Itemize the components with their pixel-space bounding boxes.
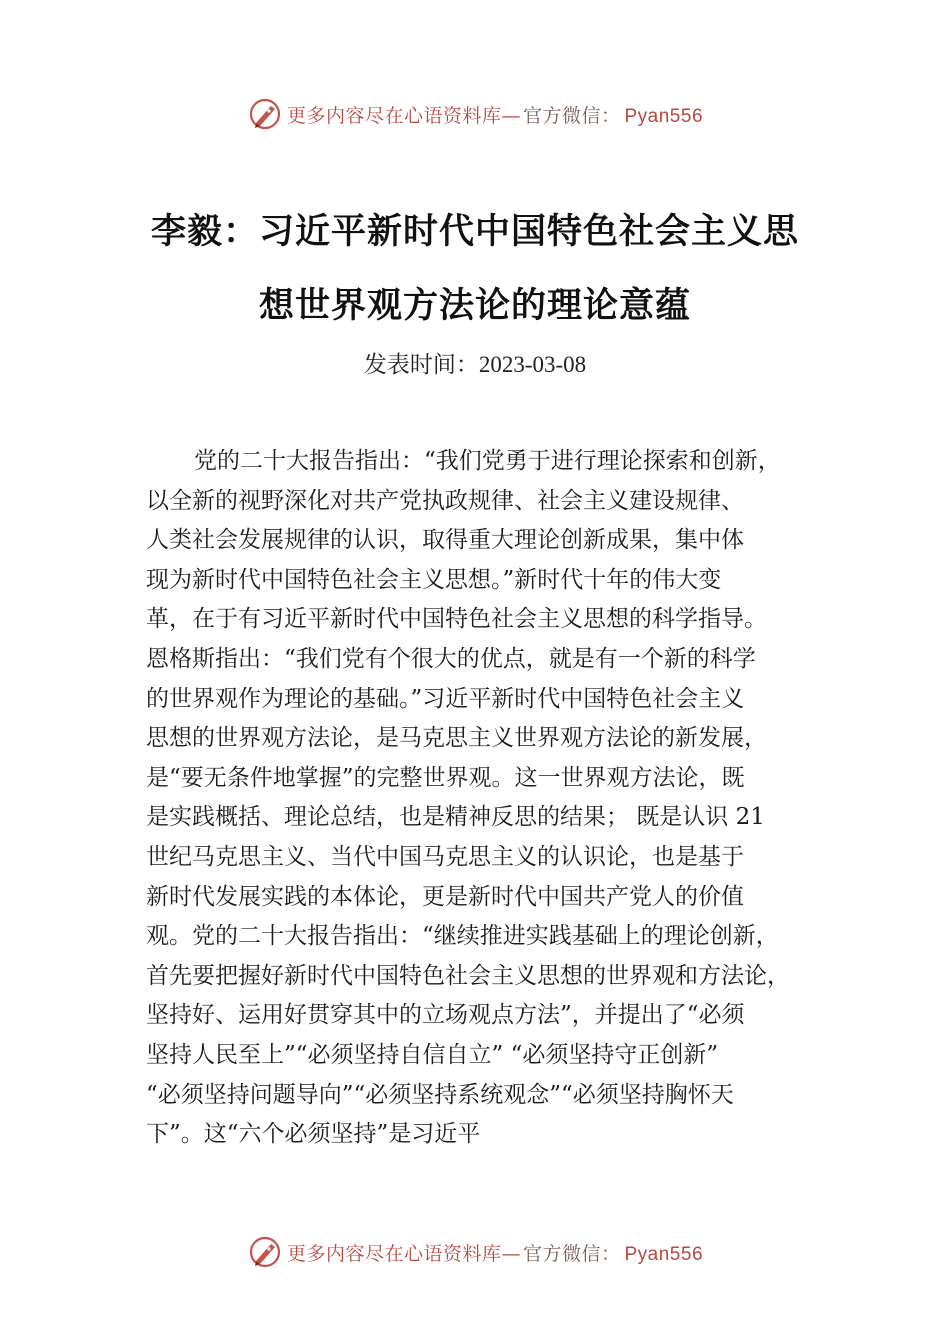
body-line: 坚持人民至上”“必须坚持自信自立” “必须坚持守正创新” <box>146 1041 719 1068</box>
publish-date-label: 发表时间： <box>363 352 479 378</box>
header-account: Pyan556 <box>624 105 704 127</box>
body-line: 人类社会发展规律的认识，取得重大理论创新成果，集中体 <box>146 527 744 554</box>
article-body <box>146 442 836 1155</box>
article-title-line-2: 想世界观方法论的理论意蕴 <box>258 286 691 326</box>
header-banner <box>0 94 950 134</box>
body-line: 是实践概括、理论总结，也是精神反思的结果； 既是认识 21 <box>146 804 765 831</box>
body-line: 下”。这“六个必须坚持”是习近平 <box>146 1121 481 1148</box>
pen-nib-logo-icon <box>247 1234 283 1270</box>
body-line: 党的二十大报告指出：“我们党勇于进行理论探索和创新， <box>194 448 781 474</box>
body-line: 坚持好、运用好贯穿其中的立场观点方法”，并提出了“必须 <box>146 1002 745 1029</box>
body-line: 世纪马克思主义、当代中国马克思主义的认识论，也是基于 <box>146 843 744 870</box>
body-line: 新时代发展实践的本体论，更是新时代中国共产党人的价值 <box>146 883 744 910</box>
body-line: “必须坚持问题导向”“必须坚持系统观念”“必须坚持胸怀天 <box>146 1081 734 1108</box>
publish-date-value: 2023-03-08 <box>478 352 587 377</box>
footer-account: Pyan556 <box>624 1243 704 1265</box>
footer-banner <box>0 1232 950 1272</box>
body-line: 恩格斯指出：“我们党有个很大的优点，就是有一个新的科学 <box>146 645 756 672</box>
footer-promo <box>287 1239 703 1266</box>
body-line: 观。党的二十大报告指出：“继续推进实践基础上的理论创新， <box>146 923 779 950</box>
body-line: 的世界观作为理论的基础。”习近平新时代中国特色社会主义 <box>146 685 745 712</box>
header-wechat-label: 官方微信： <box>522 104 621 127</box>
body-line: 是“要无条件地掌握”的完整世界观。这一世界观方法论，既 <box>146 764 745 791</box>
body-line: 以全新的视野深化对共产党执政规律、社会主义建设规律、 <box>146 487 744 514</box>
footer-wechat-label: 官方微信： <box>522 1242 621 1265</box>
article-title-line-1: 李毅：习近平新时代中国特色社会主义思 <box>150 212 799 252</box>
publish-date <box>0 346 950 379</box>
body-line: 革，在于有习近平新时代中国特色社会主义思想的科学指导。 <box>146 606 767 633</box>
pen-nib-logo-icon <box>247 96 283 132</box>
body-line: 现为新时代中国特色社会主义思想。”新时代十年的伟大变 <box>146 566 722 593</box>
body-line: 首先要把握好新时代中国特色社会主义思想的世界观和方法论， <box>146 962 790 989</box>
header-promo <box>287 101 703 128</box>
footer-promo-text: 更多内容尽在心语资料库— <box>286 1242 521 1265</box>
header-promo-text: 更多内容尽在心语资料库— <box>286 104 521 127</box>
body-line: 思想的世界观方法论，是马克思主义世界观方法论的新发展， <box>146 725 767 752</box>
